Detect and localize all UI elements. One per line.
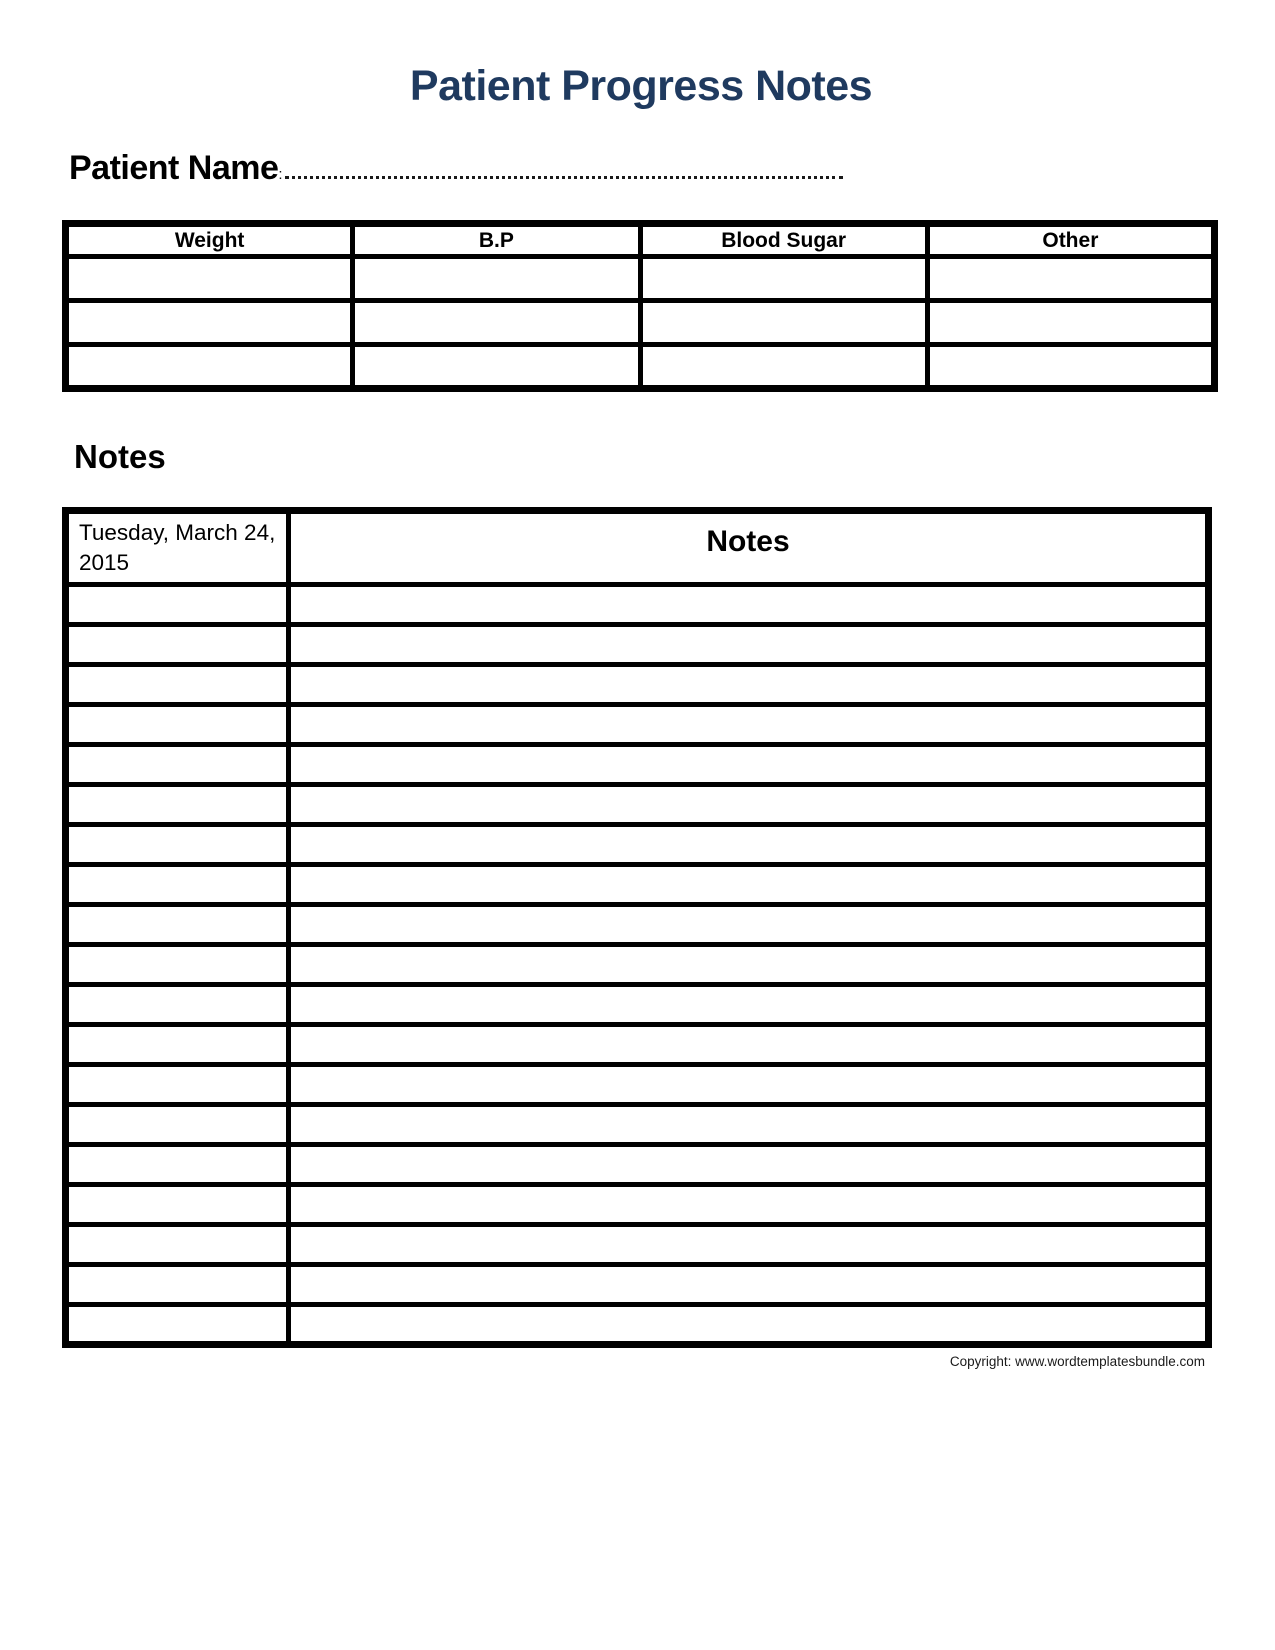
notes-date-entry-cell[interactable] (66, 664, 289, 704)
notes-date-entry-cell[interactable] (66, 584, 289, 624)
vitals-entry-cell[interactable] (353, 301, 640, 345)
patient-name-label: Patient Name (69, 149, 279, 188)
notes-row (66, 1024, 1209, 1064)
notes-row (66, 1184, 1209, 1224)
patient-name-row (69, 147, 1220, 189)
notes-date-entry-cell[interactable] (66, 1224, 289, 1264)
notes-date-entry-cell[interactable] (66, 904, 289, 944)
vitals-entry-cell[interactable] (66, 345, 353, 389)
notes-row (66, 824, 1209, 864)
notes-date-cell[interactable]: Tuesday, March 24, 2015 (66, 511, 289, 584)
vitals-entry-cell[interactable] (927, 257, 1214, 301)
notes-row (66, 1064, 1209, 1104)
notes-date-entry-cell[interactable] (66, 1024, 289, 1064)
notes-entry-cell[interactable] (289, 704, 1209, 744)
notes-row (66, 904, 1209, 944)
vitals-entry-cell[interactable] (640, 301, 927, 345)
copyright-text: Copyright: www.wordtemplatesbundle.com (949, 1353, 1205, 1369)
vitals-entry-cell[interactable] (927, 345, 1214, 389)
vitals-header-row (66, 224, 1215, 257)
notes-entry-cell[interactable] (289, 1024, 1209, 1064)
notes-entry-cell[interactable] (289, 864, 1209, 904)
notes-date-entry-cell[interactable] (66, 984, 289, 1024)
notes-entry-cell[interactable] (289, 784, 1209, 824)
notes-date-entry-cell[interactable] (66, 1264, 289, 1304)
notes-date-entry-cell[interactable] (66, 944, 289, 984)
notes-entry-cell[interactable] (289, 664, 1209, 704)
notes-row (66, 704, 1209, 744)
notes-date-entry-cell[interactable] (66, 1304, 289, 1344)
notes-entry-cell[interactable] (289, 944, 1209, 984)
notes-date-entry-cell[interactable] (66, 1104, 289, 1144)
notes-section-heading: Notes (74, 438, 166, 476)
notes-entry-cell[interactable] (289, 1104, 1209, 1144)
notes-date-entry-cell[interactable] (66, 824, 289, 864)
notes-entry-cell[interactable] (289, 1184, 1209, 1224)
vitals-entry-cell[interactable] (66, 301, 353, 345)
notes-row (66, 624, 1209, 664)
vitals-entry-cell[interactable] (640, 257, 927, 301)
vitals-entry-cell[interactable] (353, 257, 640, 301)
vitals-row (66, 257, 1215, 301)
vitals-table (62, 220, 1218, 392)
page-title: Patient Progress Notes (409, 62, 873, 110)
notes-row (66, 864, 1209, 904)
notes-entry-cell[interactable] (289, 824, 1209, 864)
notes-entry-cell[interactable] (289, 1144, 1209, 1184)
notes-entry-cell[interactable] (289, 904, 1209, 944)
vitals-header-other: Other (927, 224, 1214, 257)
notes-entry-cell[interactable] (289, 624, 1209, 664)
notes-date-entry-cell[interactable] (66, 704, 289, 744)
patient-name-colon: : (278, 166, 283, 184)
notes-date-entry-cell[interactable] (66, 864, 289, 904)
notes-row (66, 1304, 1209, 1344)
vitals-header-bp: B.P (353, 224, 640, 257)
notes-row (66, 944, 1209, 984)
vitals-row (66, 345, 1215, 389)
notes-row (66, 1104, 1209, 1144)
notes-entry-cell[interactable] (289, 1264, 1209, 1304)
notes-table (62, 507, 1212, 1347)
notes-row (66, 984, 1209, 1024)
notes-column-header: Notes (289, 511, 1209, 584)
vitals-entry-cell[interactable] (66, 257, 353, 301)
vitals-entry-cell[interactable] (927, 301, 1214, 345)
notes-entry-cell[interactable] (289, 984, 1209, 1024)
patient-name-input-line[interactable] (285, 159, 843, 179)
notes-table-body (66, 584, 1209, 1344)
notes-header-row (66, 511, 1209, 584)
notes-entry-cell[interactable] (289, 1064, 1209, 1104)
vitals-entry-cell[interactable] (353, 345, 640, 389)
vitals-entry-cell[interactable] (640, 345, 927, 389)
vitals-header-weight: Weight (66, 224, 353, 257)
notes-entry-cell[interactable] (289, 1224, 1209, 1264)
notes-date-entry-cell[interactable] (66, 784, 289, 824)
vitals-table-body (66, 257, 1215, 389)
notes-row (66, 744, 1209, 784)
notes-row (66, 584, 1209, 624)
notes-row (66, 664, 1209, 704)
notes-row (66, 1144, 1209, 1184)
notes-date-entry-cell[interactable] (66, 1064, 289, 1104)
notes-row (66, 784, 1209, 824)
notes-row (66, 1264, 1209, 1304)
vitals-header-blood-sugar: Blood Sugar (640, 224, 927, 257)
notes-date-entry-cell[interactable] (66, 744, 289, 784)
notes-date-entry-cell[interactable] (66, 1184, 289, 1224)
notes-entry-cell[interactable] (289, 584, 1209, 624)
vitals-row (66, 301, 1215, 345)
notes-date-entry-cell[interactable] (66, 624, 289, 664)
notes-entry-cell[interactable] (289, 744, 1209, 784)
notes-row (66, 1224, 1209, 1264)
notes-entry-cell[interactable] (289, 1304, 1209, 1344)
notes-date-entry-cell[interactable] (66, 1144, 289, 1184)
